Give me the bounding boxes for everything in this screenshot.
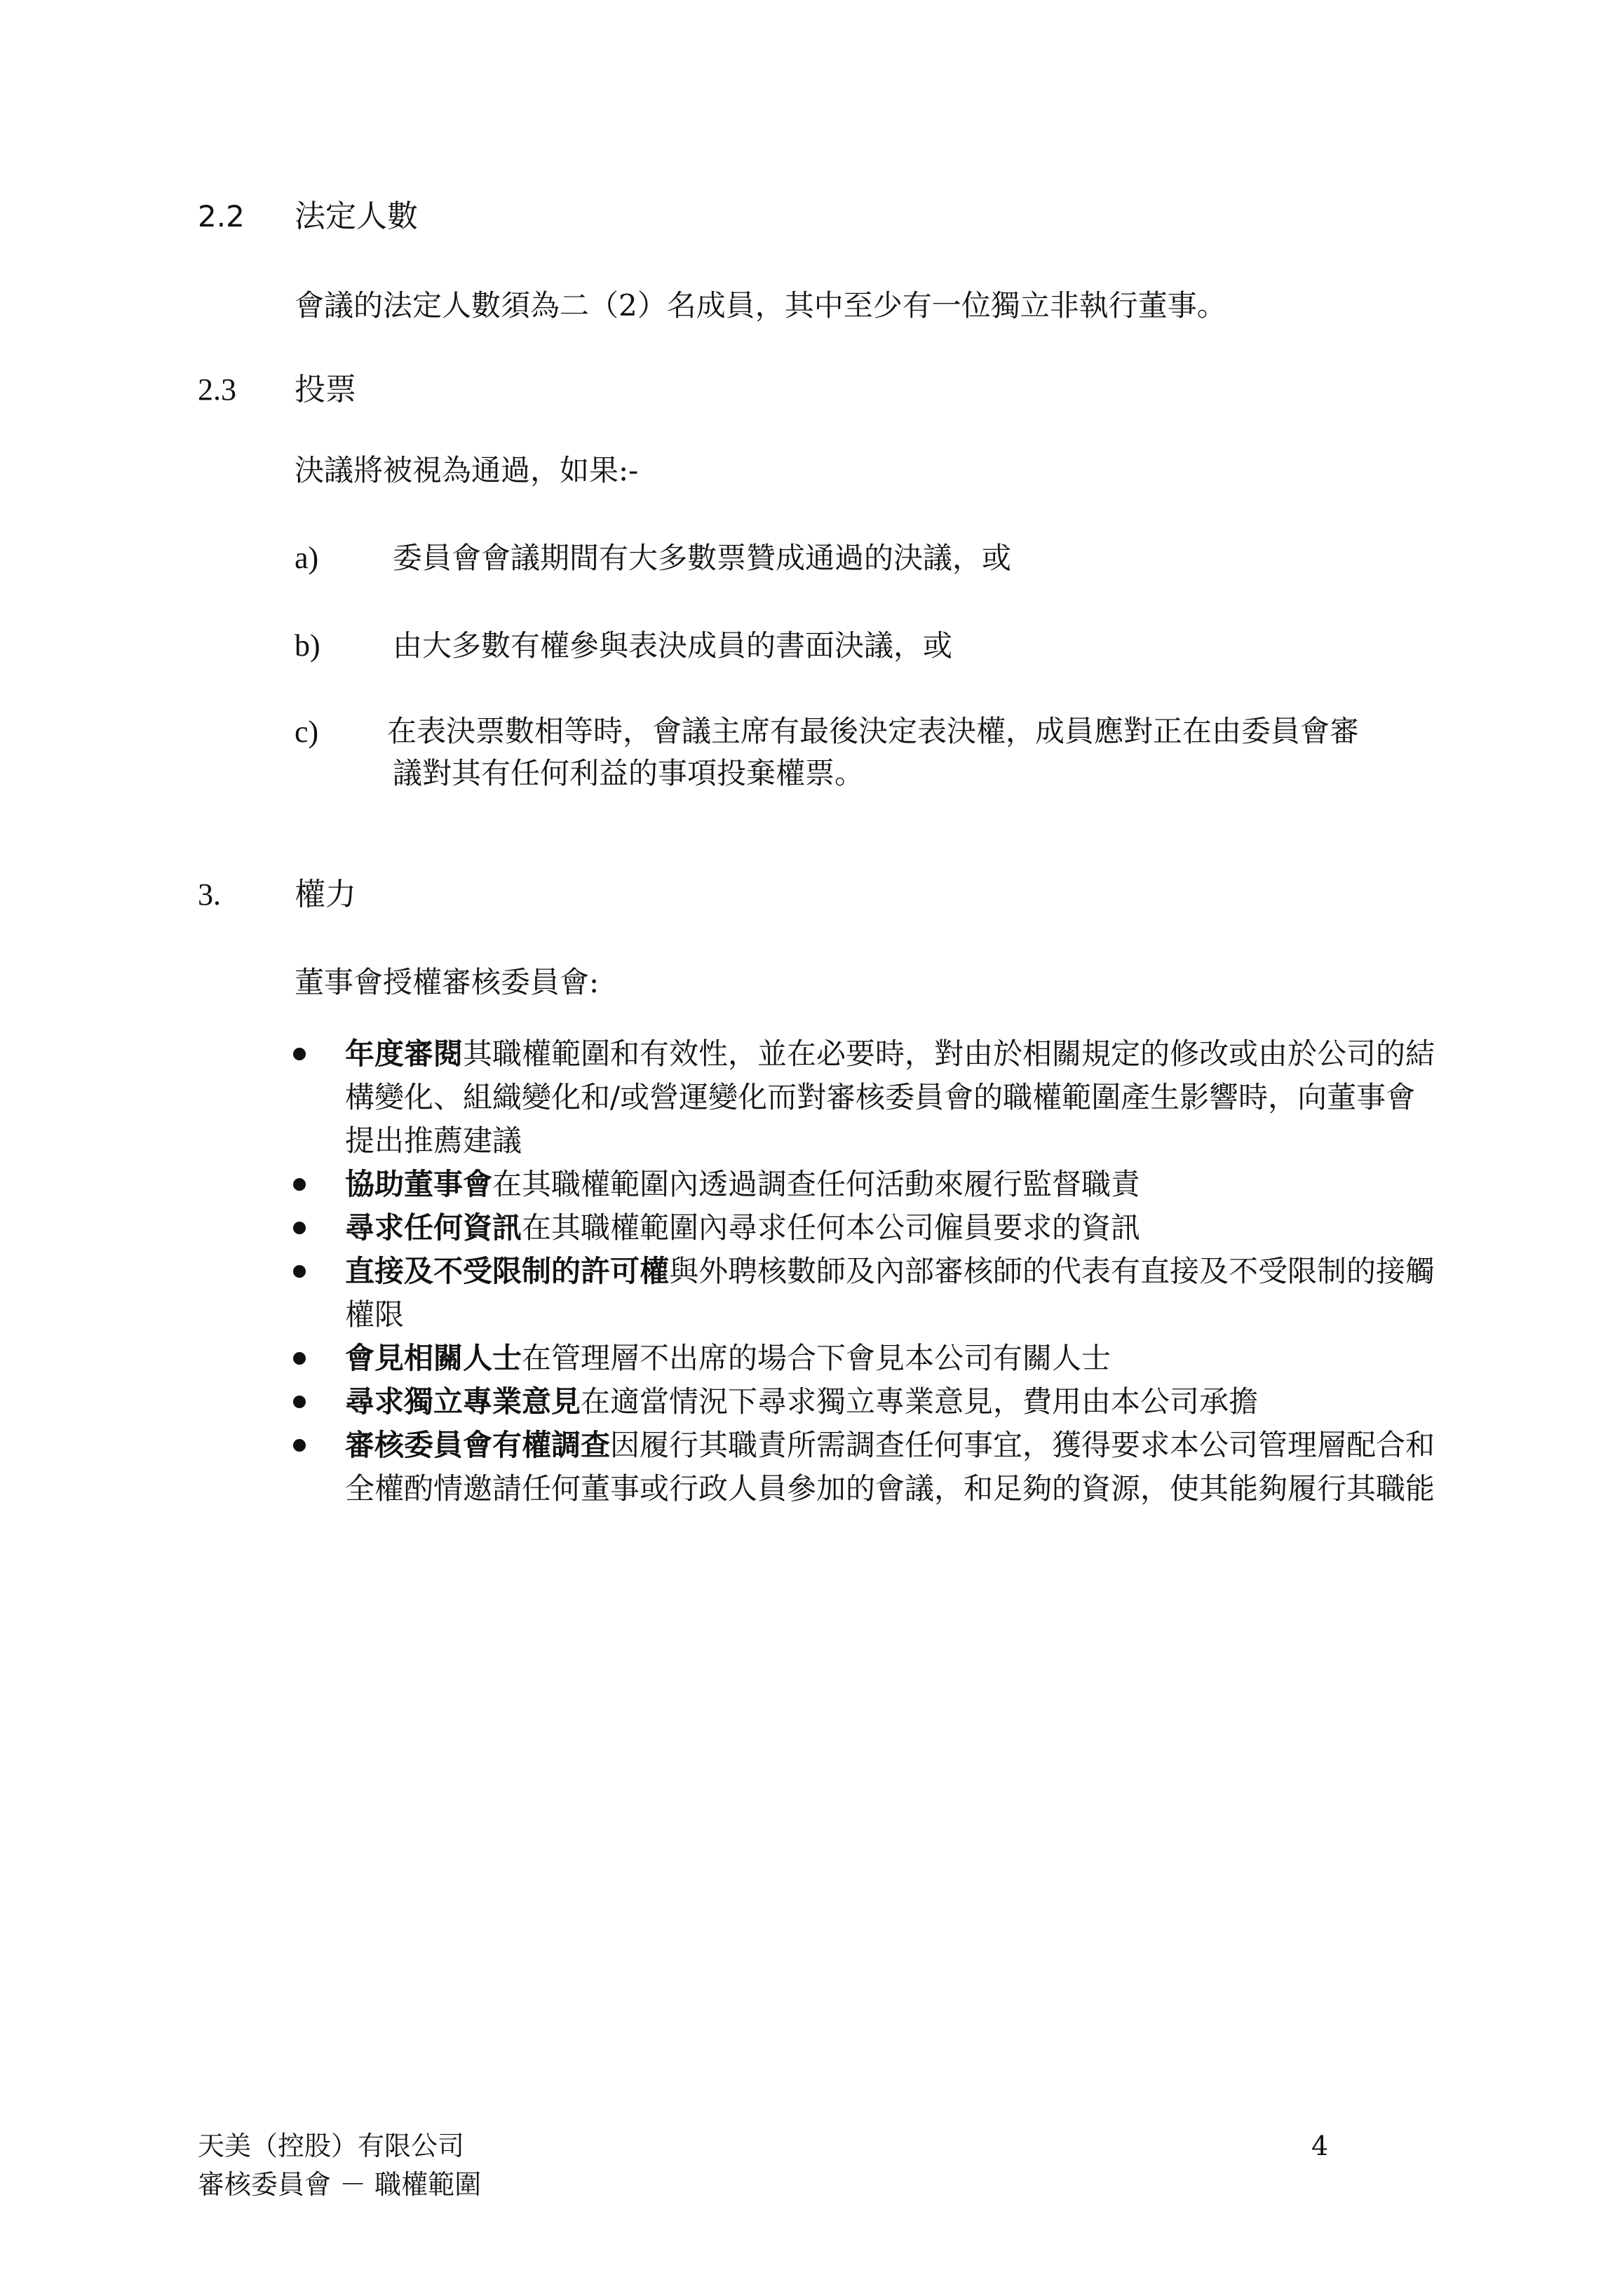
- list-item: [293, 1337, 1443, 1380]
- bullet-icon: [293, 1048, 306, 1060]
- bullet-icon: [293, 1439, 306, 1452]
- list-item: [293, 1250, 1443, 1337]
- bullet-icon: [293, 1265, 306, 1278]
- powers-intro: 董事會授權審核委員會:: [295, 965, 600, 999]
- list-item-text-b: 由大多數有權參與表決成員的書面決議，或: [393, 628, 953, 663]
- page-number: 4: [1311, 2130, 1329, 2161]
- bullet-icon: [293, 1178, 306, 1191]
- footer-company-name: 天美（控股）有限公司: [198, 2130, 465, 2161]
- list-item-label-c: c): [295, 715, 319, 749]
- list-item: [293, 1380, 1443, 1424]
- bullet-text: 因履行其職責所需調查任何事宜，獲得要求本公司管理層配合和全權酌情邀請任何董事或行政人員參加的會議，和足夠的資源，使其能夠履行其職能: [345, 1428, 1435, 1506]
- list-item: [293, 1163, 1443, 1206]
- section-title-quorum: 法定人數: [295, 198, 418, 234]
- quorum-paragraph: 會議的法定人數須為二（2）名成員，其中至少有一位獨立非執行董事。: [295, 288, 1226, 323]
- list-item-text-c-line1: 在表決票數相等時，會議主席有最後決定表決權，成員應對正在由委員會審: [387, 714, 1360, 748]
- bullet-bold-text: 尋求任何資訊: [345, 1210, 522, 1245]
- bullet-text: 在其職權範圍內尋求任何本公司僱員要求的資訊: [522, 1210, 1141, 1245]
- bullet-icon: [293, 1352, 306, 1365]
- bullet-text: 在管理層不出席的場合下會見本公司有關人士: [522, 1341, 1111, 1375]
- bullet-bold-text: 協助董事會: [345, 1167, 493, 1201]
- bullet-icon: [293, 1222, 306, 1234]
- list-item: [293, 1424, 1443, 1511]
- bullet-bold-text: 會見相關人士: [345, 1341, 522, 1375]
- bullet-bold-text: 年度審閱: [345, 1036, 464, 1071]
- bullet-bold-text: 尋求獨立專業意見: [345, 1384, 581, 1419]
- bullet-text: 與外聘核數師及內部審核師的代表有直接及不受限制的接觸權限: [345, 1254, 1435, 1332]
- list-item-label-b: b): [295, 628, 320, 663]
- list-item: [293, 1206, 1443, 1250]
- section-number-2-3: 2.3: [198, 372, 236, 407]
- section-number-3: 3.: [198, 877, 221, 912]
- bullet-icon: [293, 1396, 306, 1408]
- powers-bullet-list: [293, 1032, 1443, 1511]
- footer-document-title: 審核委員會 － 職權範圍: [198, 2169, 482, 2200]
- voting-intro: 決議將被視為通過，如果:-: [295, 453, 639, 487]
- list-item: [293, 1032, 1443, 1163]
- section-title-voting: 投票: [295, 372, 356, 407]
- bullet-bold-text: 審核委員會有權調查: [345, 1428, 611, 1462]
- section-title-powers: 權力: [295, 877, 356, 912]
- list-item-text-c-line2: 議對其有任何利益的事項投棄權票。: [393, 756, 865, 790]
- list-item-label-a: a): [295, 541, 319, 575]
- bullet-text: 在其職權範圍內透過調查任何活動來履行監督職責: [492, 1167, 1141, 1201]
- bullet-text: 其職權範圍和有效性，並在必要時，對由於相關規定的修改或由於公司的結構變化、組織變化和/或營運變化而對審核委員會的職權範圍產生影響時，向董事會提出推薦建議: [345, 1036, 1435, 1158]
- list-item-text-a: 委員會會議期間有大多數票贊成通過的決議，或: [393, 541, 1012, 575]
- bullet-text: 在適當情況下尋求獨立專業意見，費用由本公司承擔: [581, 1384, 1259, 1419]
- section-number-2-2: 2.2: [198, 199, 245, 234]
- bullet-bold-text: 直接及不受限制的許可權: [345, 1254, 670, 1288]
